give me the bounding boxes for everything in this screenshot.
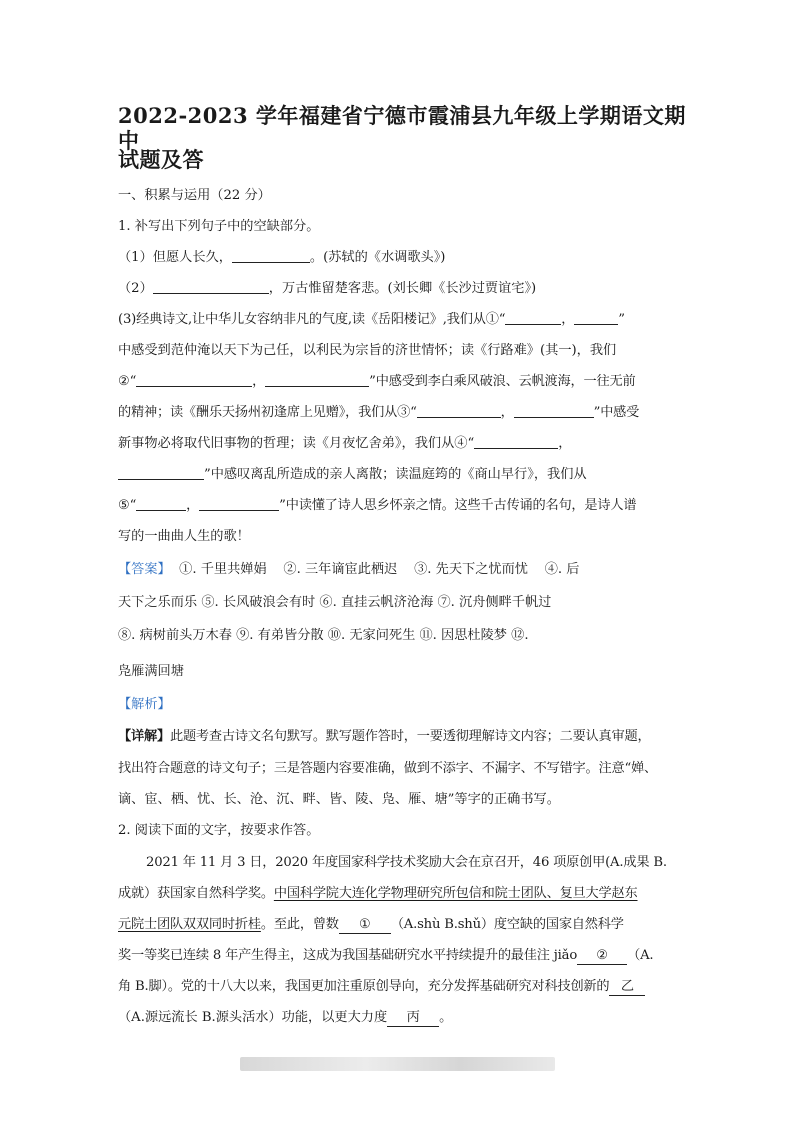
answer-blank: ② xyxy=(577,948,627,965)
text: 奖一等奖已连续 8 年产生得主，这成为我国基础研究水平持续提升的最佳注 jiǎo xyxy=(118,948,578,963)
question-2-line-5 xyxy=(118,979,678,996)
analysis-line-3: 谪、宦、栖、忧、长、沧、沉、畔、皆、陵、凫、雁、塘”等字的正确书写。 xyxy=(118,792,560,807)
answer-line-4: 凫雁满回塘 xyxy=(118,664,184,679)
answer-blank xyxy=(153,281,269,294)
text: ”中读懂了诗人思乡怀亲之情。这些千古传诵的名句，是诗人谱 xyxy=(279,498,637,513)
question-1-part-3-line7 xyxy=(118,498,678,514)
answer-blank xyxy=(417,405,501,418)
text: 。至此，曾数 xyxy=(260,917,339,932)
text: ⑤“ xyxy=(118,498,137,513)
underlined-text: 中国科学院大连化学物理研究所包信和院士团队、复旦大学赵东 xyxy=(273,886,638,901)
text: （A. xyxy=(627,948,654,963)
text: 。(苏轼的《水调歌头》) xyxy=(309,250,446,265)
text: 成就）获国家自然科学奖。 xyxy=(118,886,274,901)
document-title-line2: 试题及答 xyxy=(118,147,204,172)
question-1-part-3-line3 xyxy=(118,374,678,390)
question-1-part-2 xyxy=(118,281,678,297)
answer-blank xyxy=(118,467,204,480)
answer-line-2: 天下之乐而乐 ⑤. 长风破浪会有时 ⑥. 直挂云帆济沧海 ⑦. 沉舟侧畔千帆过 xyxy=(118,595,552,610)
answer-line-1 xyxy=(118,562,678,578)
question-1-part-3-line1 xyxy=(118,312,678,328)
question-2-line-1: 2021 年 11 月 3 日，2020 年度国家科学技术奖励大会在京召开，46 项原创甲(A.成果 B. xyxy=(146,855,667,870)
answer-line-3: ⑧. 病树前头万木春 ⑨. 有弟皆分散 ⑩. 无家问死生 ⑪. 因思杜陵梦 ⑫. xyxy=(118,628,529,643)
detail-label: 【详解】 xyxy=(118,729,170,744)
answer-label: 【答案】 xyxy=(118,562,171,577)
section-heading: 一、积累与运用（22 分） xyxy=(118,188,271,203)
question-1-part-3-line2: 中感受到范仲淹以天下为己任，以利民为宗旨的济世情怀；读《行路难》(其一)，我们 xyxy=(118,343,617,358)
blurred-footer-watermark xyxy=(240,1057,555,1071)
text: 。 xyxy=(439,1010,453,1025)
text: ， xyxy=(561,312,575,327)
text: ， xyxy=(558,436,572,451)
text: ， xyxy=(252,374,266,389)
text: ”中感受到李白乘风破浪、云帆渡海，一往无前 xyxy=(369,374,636,389)
answer-blank xyxy=(199,498,279,511)
text: ”中感叹离乱所造成的亲人离散；读温庭筠的《商山早行》，我们从 xyxy=(204,467,587,482)
answer-blank xyxy=(514,405,594,418)
question-1-part-1 xyxy=(118,250,678,266)
answer-blank xyxy=(232,250,310,263)
answer-blank: 乙 xyxy=(609,979,645,996)
text: 角 B.脚）。党的十八大以来，我国更加注重原创导向，充分发挥基础研究对科技创新的 xyxy=(118,979,610,994)
text: （2） xyxy=(118,281,153,296)
answer-blank xyxy=(474,436,558,449)
analysis-label: 【解析】 xyxy=(118,697,171,712)
text: (3)经典诗文,让中华儿女容纳非凡的气度,读《岳阳楼记》,我们从①“ xyxy=(118,312,506,327)
text: 的精神；读《酬乐天扬州初逢席上见赠》，我们从③“ xyxy=(118,405,417,420)
text: ， xyxy=(186,498,200,513)
text: ， xyxy=(500,405,514,420)
answer-blank xyxy=(136,374,252,387)
answer-blank xyxy=(574,312,618,325)
analysis-line-2: 找出符合题意的诗文句子；三是答题内容要准确，做到不添字、不漏字、不写错字。注意“婵、 xyxy=(118,761,658,776)
answer-blank xyxy=(505,312,561,325)
question-1-stem: 1. 补写出下列句子中的空缺部分。 xyxy=(118,219,320,234)
text: （A.源远流长 B.源头活水）功能，以更大力度 xyxy=(118,1010,388,1025)
question-1-part-3-line6 xyxy=(118,467,678,483)
text: ” xyxy=(618,312,625,327)
question-1-part-3-line4 xyxy=(118,405,678,421)
text: （1）但愿人长久， xyxy=(118,250,232,265)
text: ①. 千里共婵娟 ②. 三年谪宦此栖迟 ③. 先天下之忧而忧 ④. 后 xyxy=(179,562,580,577)
analysis-line-1 xyxy=(118,729,678,745)
answer-blank xyxy=(265,374,369,387)
text: ②“ xyxy=(118,374,137,389)
question-2-line-4 xyxy=(118,948,678,965)
underlined-text: 元院士团队双双同时折桂 xyxy=(118,917,261,932)
text: 此题考查古诗文名句默写。默写题作答时，一要透彻理解诗文内容；二要认真审题， xyxy=(169,729,651,744)
document-title-line1: 2022-2023 学年福建省宁德市霞浦县九年级上学期语文期中 xyxy=(118,103,686,154)
question-2-line-3 xyxy=(118,917,678,934)
text: ，万古惟留楚客悲。(刘长卿《长沙过贾谊宅》) xyxy=(268,281,537,296)
answer-blank: 丙 xyxy=(387,1010,439,1027)
question-2-stem: 2. 阅读下面的文字，按要求作答。 xyxy=(118,823,320,838)
answer-blank xyxy=(136,498,186,511)
text: ”中感受 xyxy=(593,405,640,420)
text: 新事物必将取代旧事物的哲理；读《月夜忆舍弟》，我们从④“ xyxy=(118,436,475,451)
answer-blank: ① xyxy=(339,917,391,934)
question-1-part-3-line8: 写的一曲曲人生的歌！ xyxy=(118,529,250,544)
question-2-line-2 xyxy=(118,886,678,902)
question-2-line-6 xyxy=(118,1010,678,1027)
question-1-part-3-line5 xyxy=(118,436,678,452)
text: （A.shù B.shǔ）度空缺的国家自然科学 xyxy=(390,917,624,932)
